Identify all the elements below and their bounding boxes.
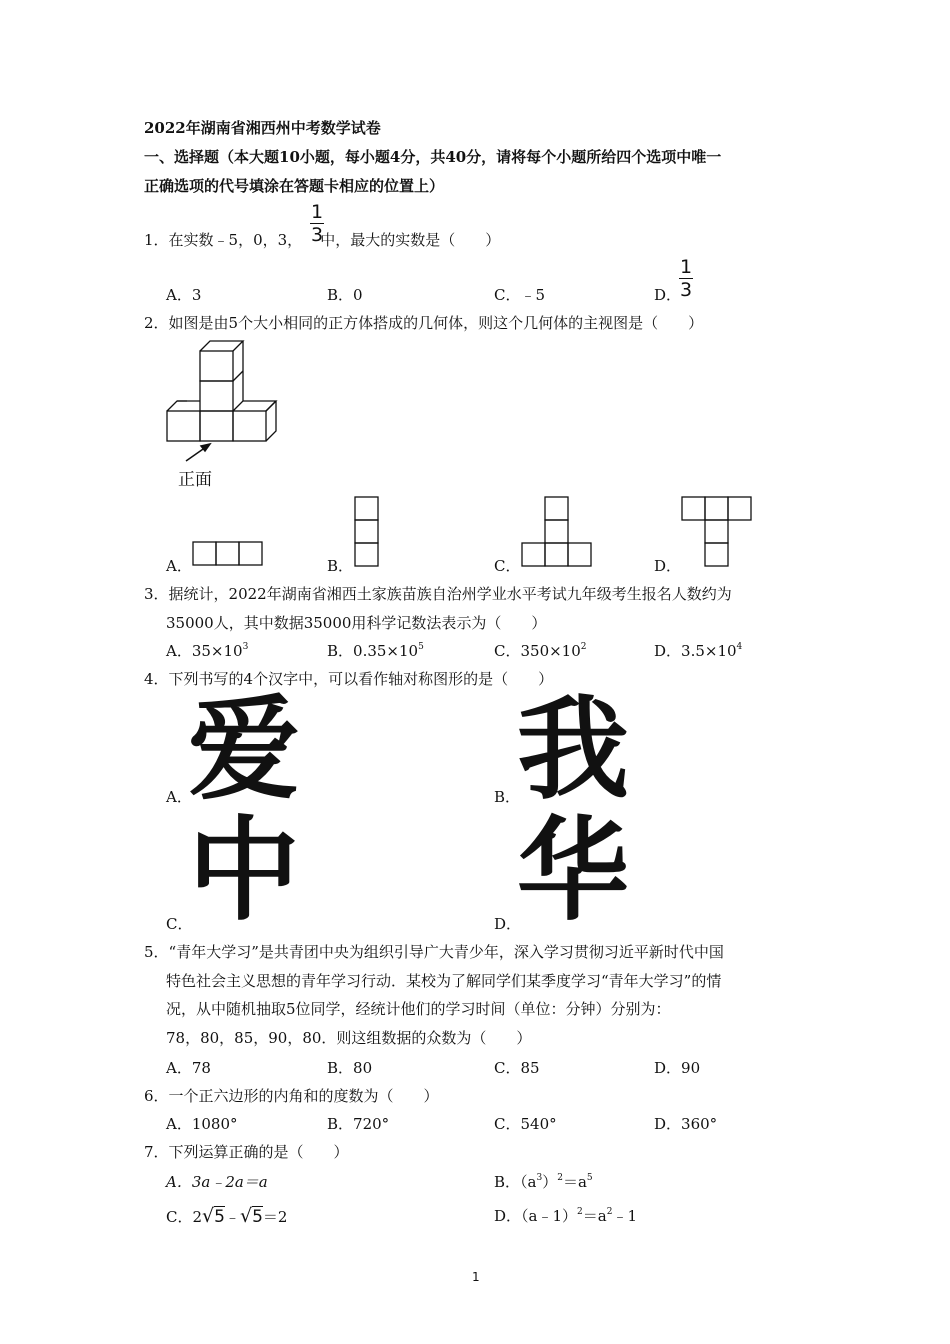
q1-option-d: D． [654,286,682,304]
q3-stem-line2: 35000人，其中数据35000用科学记数法表示为（ ） [166,614,547,632]
q4-char-c: 中 [188,806,300,936]
q1-stem-pre: 1．在实数﹣5，0，3， [144,231,303,249]
q1-fraction [310,202,324,245]
q2-cube-figure [160,335,290,455]
q1-d-frac-den: 3 [679,279,693,301]
q3-a-base: A．35×10 [166,642,243,660]
q1-frac-den: 3 [310,224,324,246]
q7-c-mid: ﹣ [224,1208,240,1226]
q4-option-b: B． [494,788,521,806]
q3-stem-line1: 3．据统计，2022年湖南省湘西土家族苗族自治州学业水平考试九年级考生报名人数约为 [144,585,732,603]
q3-c-base: C．350×10 [494,642,581,660]
q5-option-b: B．80 [327,1059,373,1077]
q3-option-d [654,640,742,661]
q1-stem-post: 中，最大的实数是（ ） [320,231,501,249]
q7-c-rad2: 5 [252,1207,263,1227]
q7-d-post: ﹣1 [612,1207,637,1225]
doc-title: 2022年湖南省湘西州中考数学试卷 [144,119,381,137]
q4-char-b: 我 [517,685,629,815]
q3-b-base: B．0.35×10 [327,642,419,660]
q2-front-label: 正面 [178,470,212,490]
q7-stem: 7．下列运算正确的是（ ） [144,1143,349,1161]
q3-option-c [494,640,587,661]
q7-b-eq: ＝a [562,1173,587,1191]
q7-d-exp2: 2 [606,1207,613,1217]
q5-option-c: C．85 [494,1059,540,1077]
q2-option-b-figure [354,496,380,568]
page-number: 1 [472,1270,480,1284]
q7-d-eq: ＝a [582,1207,607,1225]
section-heading-line2: 正确选项的代号填涂在答题卡相应的位置上） [144,177,445,195]
q4-option-c: C． [166,915,193,933]
q1-option-a: A．3 [166,286,202,304]
q7-option-b [494,1171,593,1192]
q7-b-exp2: 2 [557,1173,563,1183]
q7-option-d [494,1205,637,1226]
q6-option-d: D．360° [654,1115,718,1133]
q7-b-exp1: 3 [536,1173,543,1183]
q5-stem-line1: 5．“青年大学习”是共青团中央为组织引导广大青少年，深入学习贯彻习近平新时代中国 [144,943,724,961]
q1-option-c: C．﹣5 [494,286,546,304]
q4-char-a: 爱 [188,685,300,815]
q7-c-pre: C．2 [166,1208,203,1226]
q7-c-rad1: 5 [214,1207,225,1227]
q7-d-pre: D．（a﹣1） [494,1207,578,1225]
q3-d-base: D．3.5×10 [654,642,737,660]
q7-option-a: A．3a﹣2a＝a [166,1173,268,1191]
q7-b-mid: ） [542,1173,558,1191]
q2-option-d-figure [681,496,753,568]
q2-option-b: B． [327,557,354,575]
q1-frac-num: 1 [310,201,324,223]
q6-option-b: B．720° [327,1115,390,1133]
q7-b-pre: B．（a [494,1173,537,1191]
q4-option-d: D． [494,915,522,933]
q6-option-c: C．540° [494,1115,557,1133]
q2-option-d: D． [654,557,682,575]
q6-stem: 6．一个正六边形的内角和的度数为（ ） [144,1087,439,1105]
q1-d-frac-num: 1 [679,256,693,278]
q5-option-d: D．90 [654,1059,701,1077]
q2-option-c: C． [494,557,521,575]
q7-option-c: C．2√5﹣√5＝2 [166,1205,288,1227]
q5-stem-line3: 况，从中随机抽取5位同学，经统计他们的学习时间（单位：分钟）分别为： [166,1000,671,1018]
q2-option-c-figure [521,496,593,568]
q3-c-exp: 2 [580,642,587,652]
q4-char-d: 华 [517,806,629,936]
q4-stem: 4．下列书写的4个汉字中，可以看作轴对称图形的是（ ） [144,670,554,688]
q3-b-exp: 5 [418,642,424,652]
q7-d-exp1: 2 [577,1207,583,1217]
q6-option-a: A．1080° [166,1115,238,1133]
q4-option-a: A． [166,788,192,806]
q3-a-exp: 3 [242,642,249,652]
q5-stem-line4: 78，80，85，90，80．则这组数据的众数为（ ） [166,1029,532,1047]
q2-option-a-figure [192,541,264,567]
section-heading-line1: 一、选择题（本大题10小题，每小题4分，共40分，请将每个小题所给四个选项中唯一 [144,148,722,166]
q3-d-exp: 4 [736,642,743,652]
q7-c-post: ＝2 [262,1208,288,1226]
q1-option-b: B．0 [327,286,363,304]
q5-option-a: A．78 [166,1059,211,1077]
q5-stem-line2: 特色社会主义思想的青年学习行动．某校为了解同学们某季度学习“青年大学习”的情 [166,972,722,990]
q3-option-a [166,640,248,661]
q7-b-exp3: 5 [586,1173,593,1183]
q2-stem: 2．如图是由5个大小相同的正方体搭成的几何体，则这个几何体的主视图是（ ） [144,314,704,332]
q3-option-b [327,640,424,661]
q2-option-a: A． [166,557,192,575]
q1-option-d-fraction [679,257,693,300]
